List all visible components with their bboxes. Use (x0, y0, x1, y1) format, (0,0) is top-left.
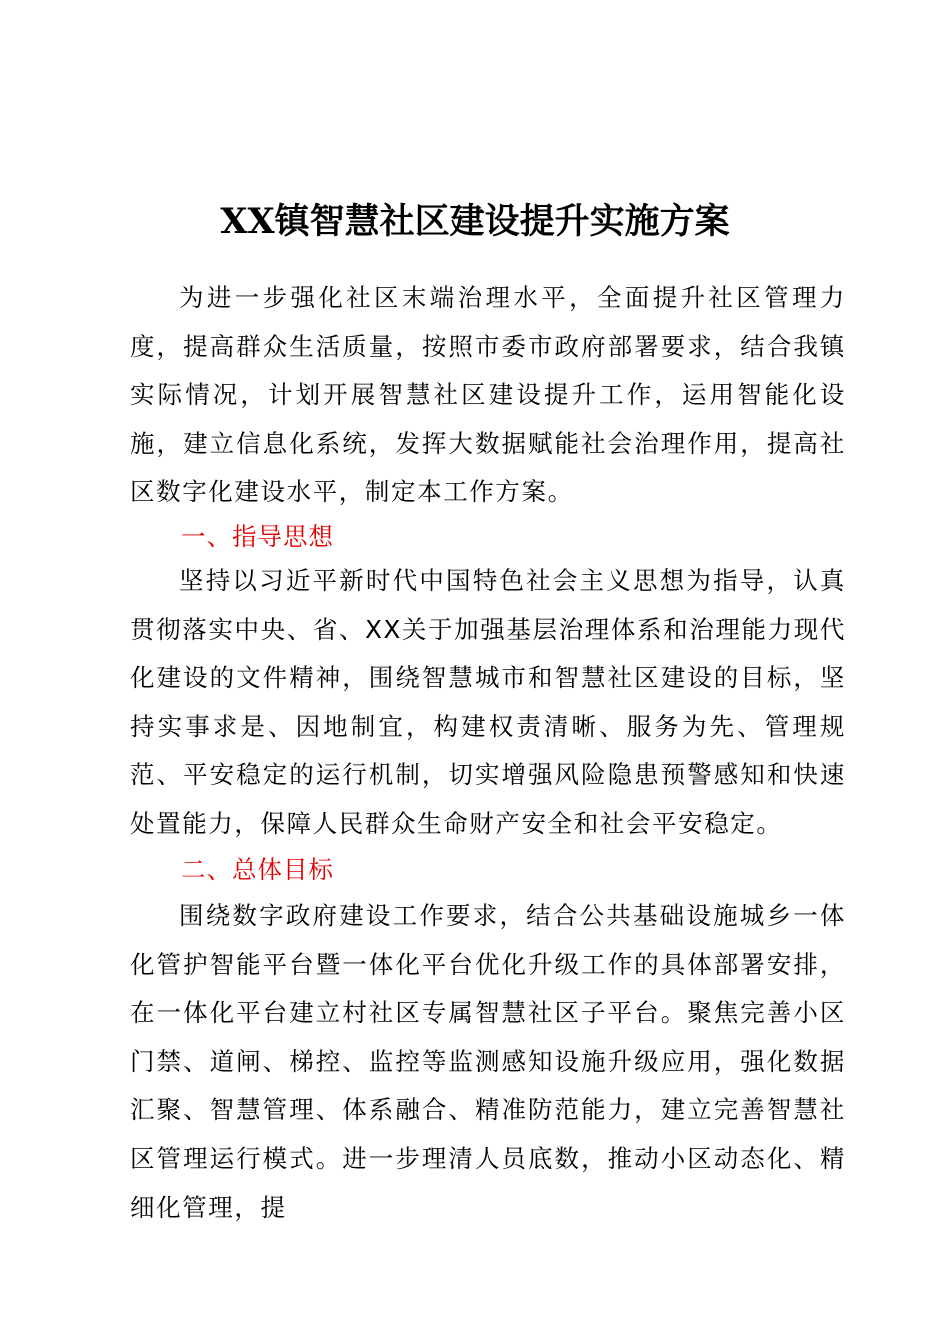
intro-paragraph: 为进一步强化社区末端治理水平，全面提升社区管理力度，提高群众生活质量，按照市委市政府部署要求，结合我镇实际情况，计划开展智慧社区建设提升工作，运用智能化设施，建立信息化系统，发挥大数据赋能社会治理作用，提高社区数字化建设水平，制定本工作方案。 (130, 283, 846, 507)
section-heading-overall-goals: 二、总体目标 (181, 855, 334, 884)
section-body-guiding-ideology: 坚持以习近平新时代中国特色社会主义思想为指导，认真贯彻落实中央、省、XX关于加强基层治理体系和治理能力现代化建设的文件精神，围绕智慧城市和智慧社区建设的目标，坚持实事求是、因地制宜，构建权责清晰、服务为先、管理规范、平安稳定的运行机制，切实增强风险隐患预警感知和快速处置能力，保障人民群众生命财产安全和社会平安稳定。 (130, 566, 846, 838)
section-body-overall-goals: 围绕数字政府建设工作要求，结合公共基础设施城乡一体化管护智能平台暨一体化平台优化升级工作的具体部署安排，在一体化平台建立村社区专属智慧社区子平台。聚焦完善小区门禁、道闸、梯控、监控等监测感知设施升级应用，强化数据汇聚、智慧管理、体系融合、精准防范能力，建立完善智慧社区管理运行模式。进一步理清人员底数，推动小区动态化、精细化管理，提 (130, 901, 846, 1222)
section-heading-guiding-ideology: 一、指导思想 (181, 522, 334, 551)
document-title: XX镇智慧社区建设提升实施方案 (220, 201, 730, 242)
